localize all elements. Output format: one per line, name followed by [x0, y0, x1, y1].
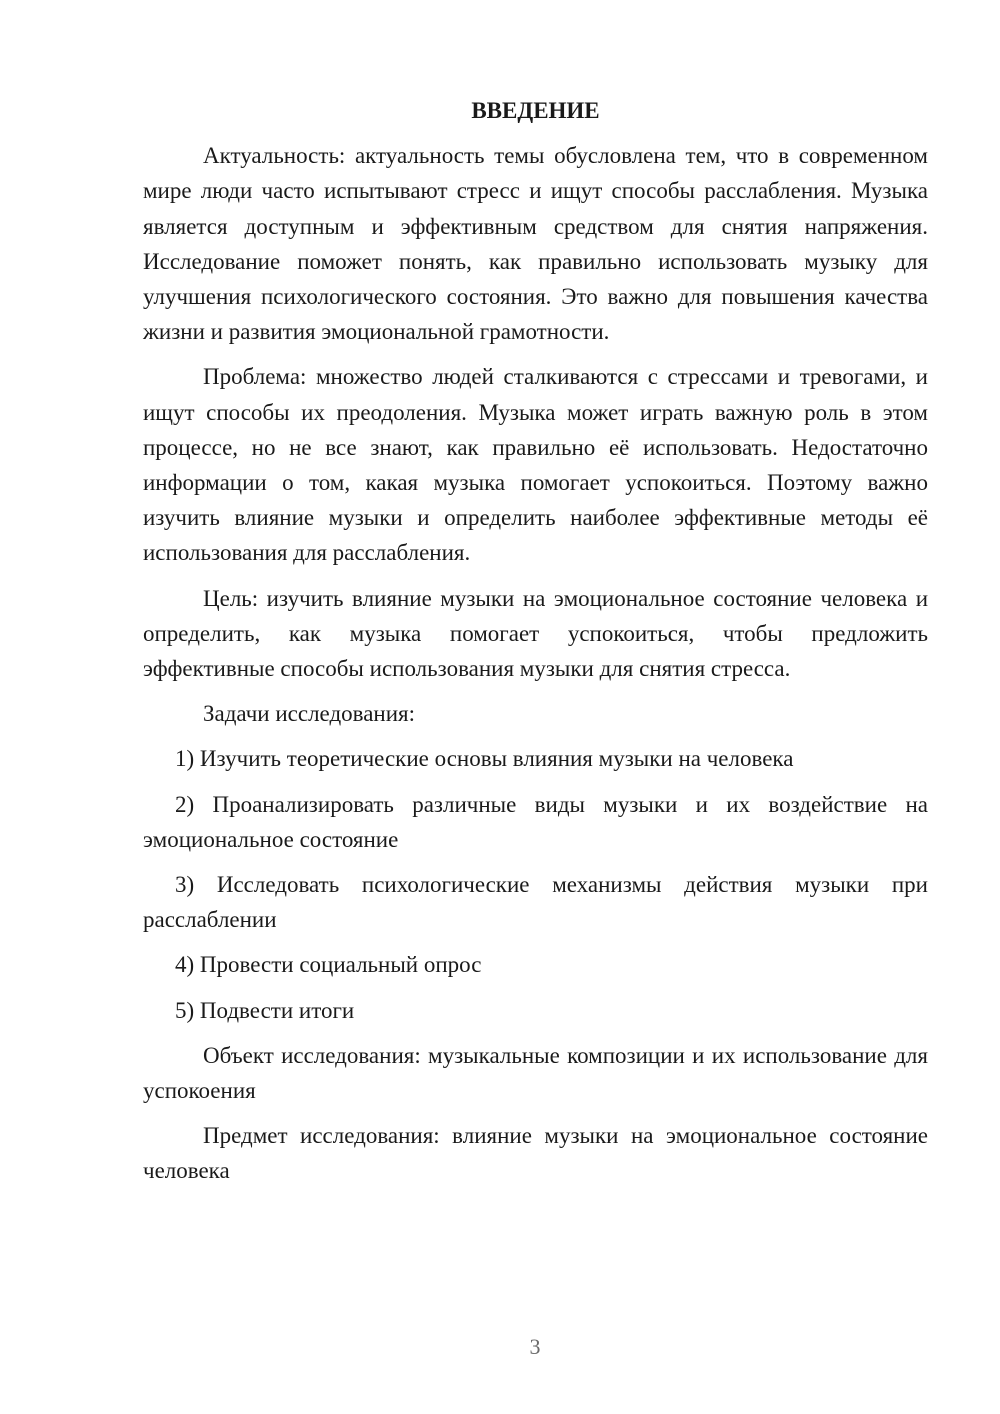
task-item-3: 3) Исследовать психологические механизмы действия музыки при расслаблении — [143, 872, 928, 933]
page-number: 3 — [529, 1334, 541, 1359]
section-title: ВВЕДЕНИЕ — [471, 98, 600, 123]
task-item-4: 4) Провести социальный опрос — [175, 952, 482, 978]
page-content — [143, 93, 928, 1199]
problem-paragraph: Проблема: множество людей сталкиваются с стрессами и тревогами, и ищут способы их преодоления. Музыка может играть важную роль в этом процессе, но не все знают, как правильно её использовать. Недостаточно информации о том, какая музыка помогает успокоиться. Поэтому важно изучить влияние музыки и определить наиболее эффективные методы её использования для расслабления. — [143, 364, 928, 566]
relevance-paragraph: Актуальность: актуальность темы обусловлена тем, что в современном мире люди часто испытывают стресс и ищут способы расслабления. Музыка является доступным и эффективным средством для снятия напряжения. Исследование поможет понять, как правильно использовать музыку для улучшения психологического состояния. Это важно для повышения качества жизни и развития эмоциональной грамотности. — [143, 143, 928, 345]
tasks-heading: Задачи исследования: — [203, 701, 416, 727]
goal-paragraph: Цель: изучить влияние музыки на эмоциональное состояние человека и определить, как музыка помогает успокоиться, чтобы предложить эффективные способы использования музыки для снятия стресса. — [143, 585, 928, 682]
subject-paragraph: Предмет исследования: влияние музыки на эмоциональное состояние человека — [143, 1123, 928, 1184]
task-item-1: 1) Изучить теоретические основы влияния музыки на человека — [175, 746, 794, 772]
task-item-5: 5) Подвести итоги — [175, 997, 355, 1023]
task-item-2: 2) Проанализировать различные виды музыки и их воздействие на эмоциональное состояние — [143, 791, 928, 852]
object-paragraph: Объект исследования: музыкальные композиции и их использование для успокоения — [143, 1042, 928, 1104]
